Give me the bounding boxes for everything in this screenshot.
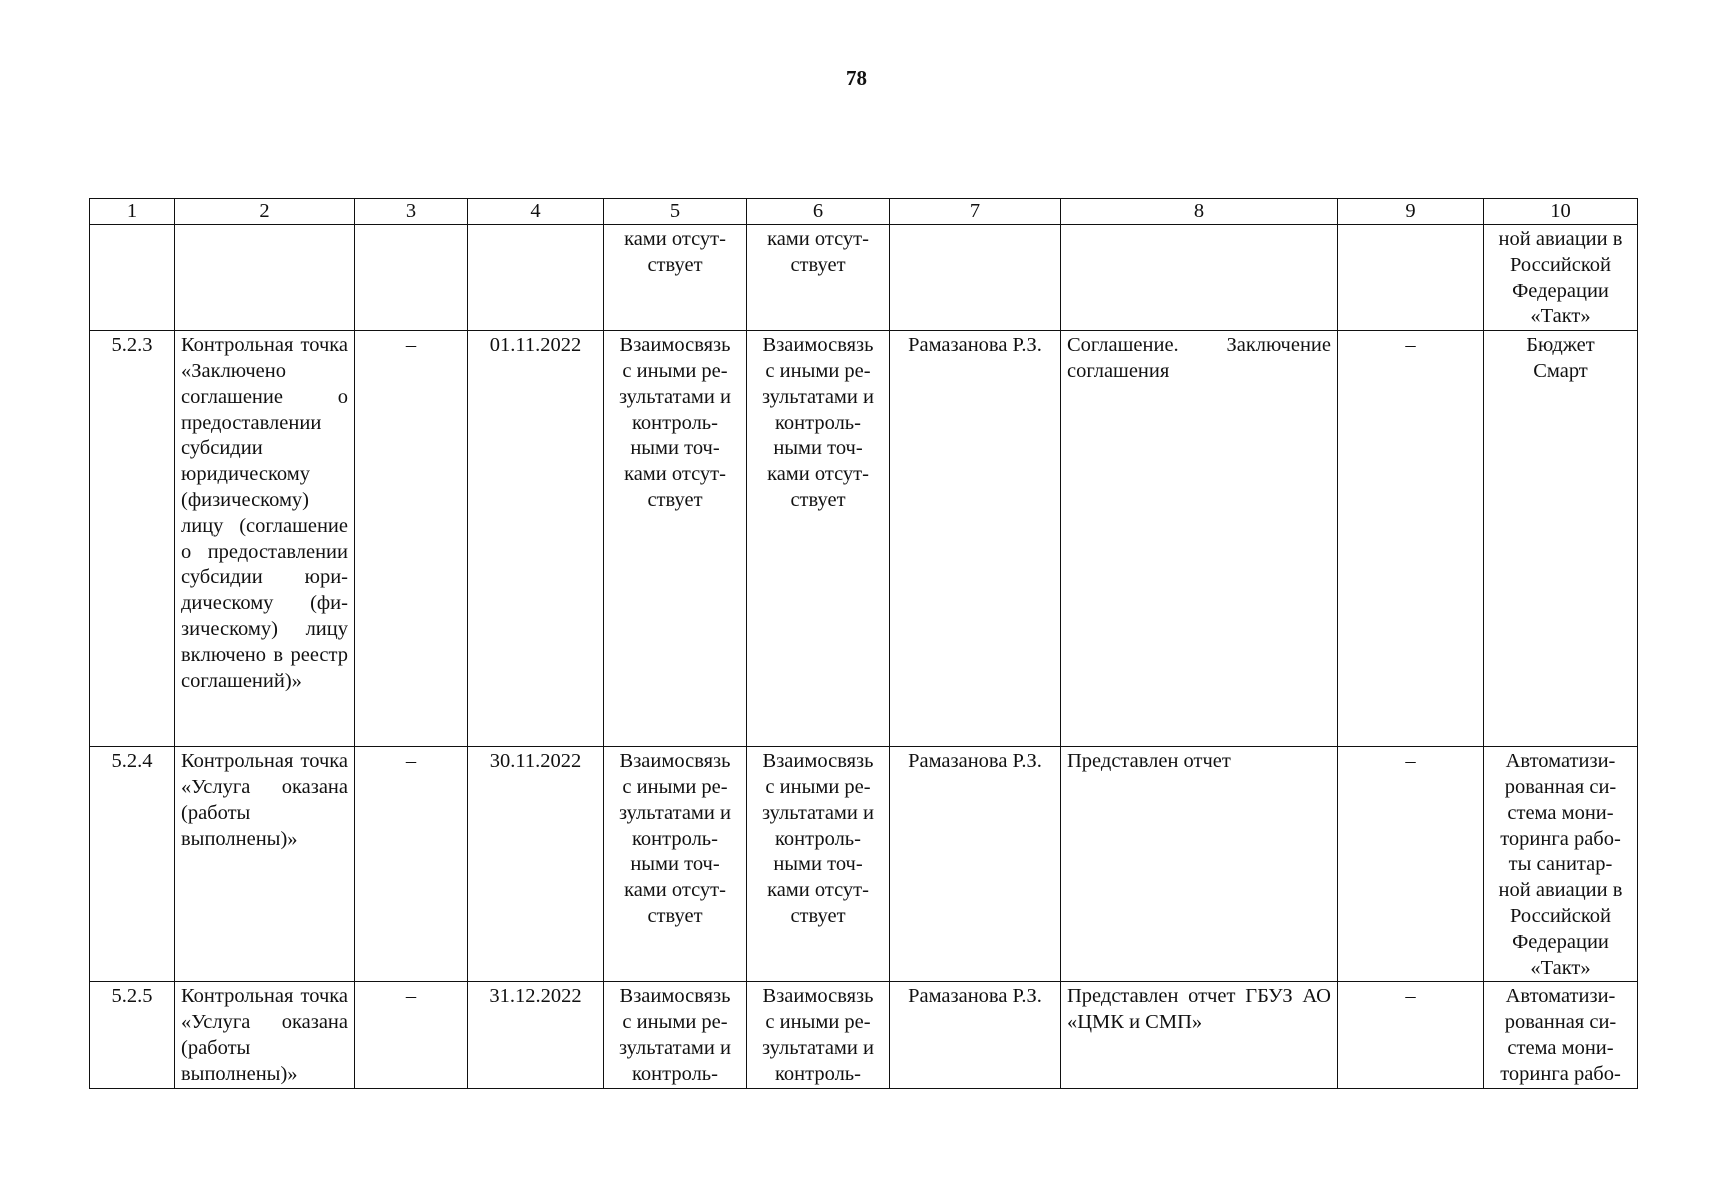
column-number: 3: [355, 199, 468, 225]
page-number: 78: [846, 66, 867, 90]
row-number: 5.2.5: [90, 982, 175, 1088]
row-document: [1061, 225, 1338, 331]
row-col3: –: [355, 982, 468, 1088]
row-links-results: ками отсут- ствует: [604, 225, 747, 331]
row-name: Контрольная точка «Услуга оказана (работы выполнены)»: [175, 747, 355, 982]
row-links-results: Взаимосвязь с иными ре- зультатами и контроль-: [604, 982, 747, 1088]
row-responsible: Рамазанова Р.З.: [890, 747, 1061, 982]
row-info-system: ной авиации в Российской Федерации «Такт»: [1484, 225, 1638, 331]
row-col9: –: [1338, 747, 1484, 982]
row-links-results: Взаимосвязь с иными ре- зультатами и контроль- ными точ- ками отсут- ствует: [604, 331, 747, 747]
row-col9: –: [1338, 331, 1484, 747]
row-links-points: Взаимосвязь с иными ре- зультатами и контроль- ными точ- ками отсут- ствует: [747, 747, 890, 982]
row-number: 5.2.4: [90, 747, 175, 982]
row-date: 31.12.2022: [468, 982, 604, 1088]
row-col9: [1338, 225, 1484, 331]
row-info-system: Автоматизи- рованная си- стема мони- торинга рабо-: [1484, 982, 1638, 1088]
row-date: 30.11.2022: [468, 747, 604, 982]
row-links-points: Взаимосвязь с иными ре- зультатами и контроль-: [747, 982, 890, 1088]
table-row: [90, 331, 1638, 747]
row-name: [175, 225, 355, 331]
table-row: [90, 982, 1638, 1088]
row-col3: –: [355, 747, 468, 982]
column-number: 6: [747, 199, 890, 225]
row-name: Контрольная точка «Услуга оказана (работы выполнены)»: [175, 982, 355, 1088]
row-col3: –: [355, 331, 468, 747]
row-responsible: Рамазанова Р.З.: [890, 982, 1061, 1088]
row-date: [468, 225, 604, 331]
row-links-points: ками отсут- ствует: [747, 225, 890, 331]
column-number: 7: [890, 199, 1061, 225]
row-links-points: Взаимосвязь с иными ре- зультатами и контроль- ными точ- ками отсут- ствует: [747, 331, 890, 747]
row-number: [90, 225, 175, 331]
row-info-system: Автоматизи- рованная си- стема мони- торинга рабо- ты санитар- ной авиации в Российской Федерации «Такт»: [1484, 747, 1638, 982]
column-number: 8: [1061, 199, 1338, 225]
row-responsible: Рамазанова Р.З.: [890, 331, 1061, 747]
table-header-row: [90, 199, 1638, 225]
column-number: 5: [604, 199, 747, 225]
row-col9: –: [1338, 982, 1484, 1088]
row-date: 01.11.2022: [468, 331, 604, 747]
row-document: Представлен отчет ГБУЗ АО «ЦМК и СМП»: [1061, 982, 1338, 1088]
row-document: Представлен отчет: [1061, 747, 1338, 982]
row-links-results: Взаимосвязь с иными ре- зультатами и контроль- ными точ- ками отсут- ствует: [604, 747, 747, 982]
column-number: 4: [468, 199, 604, 225]
row-document: Соглашение. Заключение соглашения: [1061, 331, 1338, 747]
plan-table: [89, 198, 1638, 1089]
column-number: 9: [1338, 199, 1484, 225]
row-name: Контрольная точка «Заключено соглашение о предоставлении субсидии юридическому (физическому) лицу (соглашение о предоставлении субсидии юридическому (физическому) лицу включено в реестр соглашений)»: [175, 331, 355, 747]
column-number: 2: [175, 199, 355, 225]
table-row: [90, 225, 1638, 331]
row-info-system: Бюджет Смарт: [1484, 331, 1638, 747]
table-row: [90, 747, 1638, 982]
row-responsible: [890, 225, 1061, 331]
column-number: 10: [1484, 199, 1638, 225]
column-number: 1: [90, 199, 175, 225]
row-number: 5.2.3: [90, 331, 175, 747]
row-col3: [355, 225, 468, 331]
